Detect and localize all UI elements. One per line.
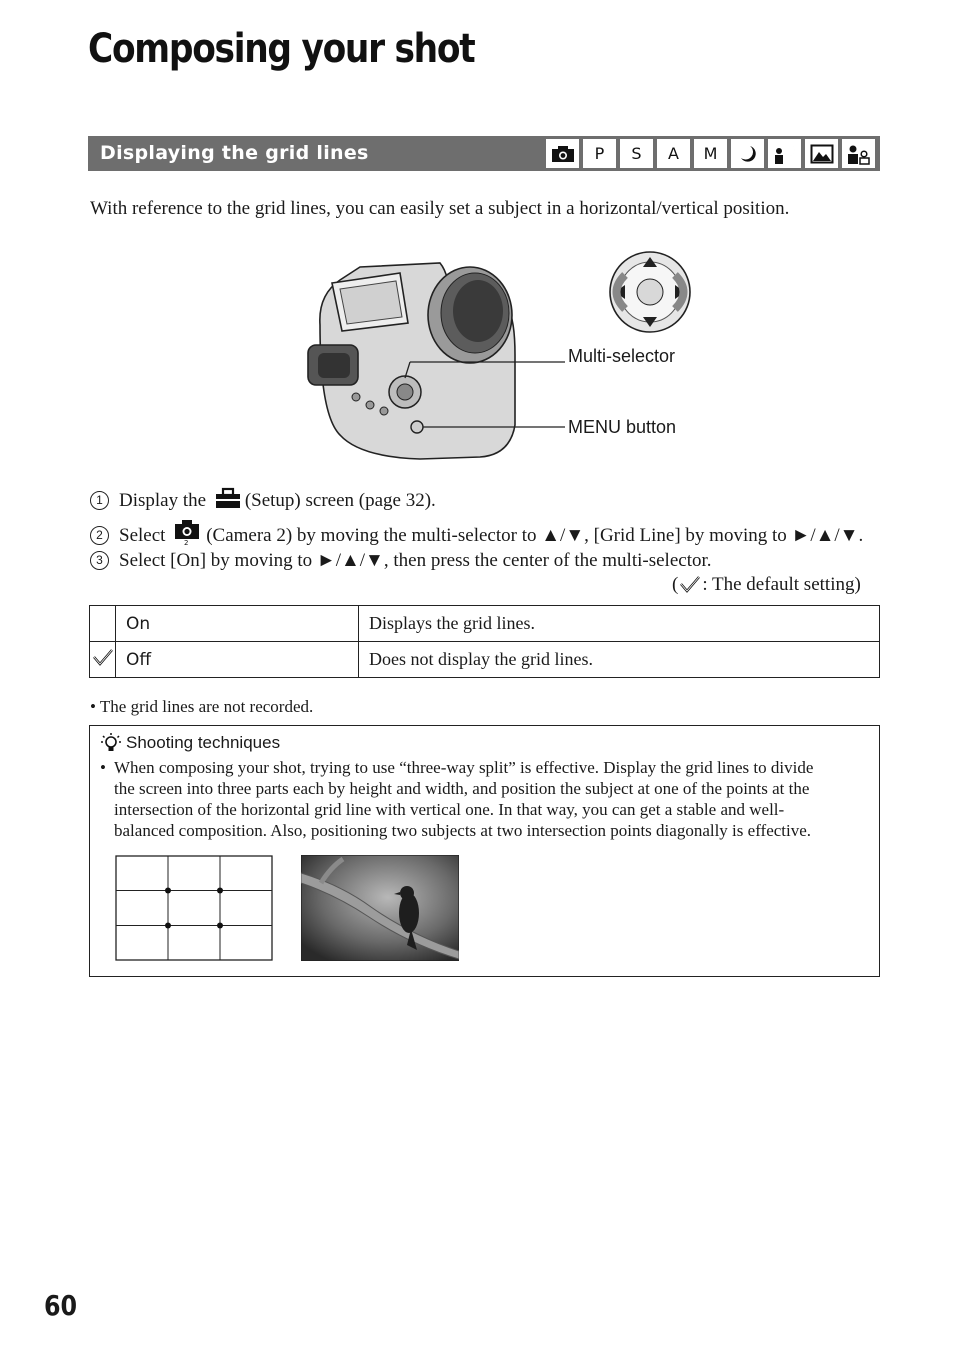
step-text: Display the: [119, 490, 207, 511]
mode-p: P: [583, 139, 616, 168]
intro-text: With reference to the grid lines, you can easily set a subject in a horizontal/vertical position.: [90, 198, 790, 219]
tips-body: [114, 757, 813, 841]
tips-title: Shooting techniques: [126, 733, 281, 752]
tips-line: intersection of the horizontal grid line with vertical one. In that way, you can get a stable and well-: [114, 800, 785, 819]
tips-line: balanced composition. Also, positioning two subjects at two intersection points diagonally is effective.: [114, 821, 812, 840]
section-header-bar: [88, 136, 880, 171]
step-number: 3: [90, 551, 109, 570]
tips-line: the screen into three parts each by height and width, and position the subject at one of the points at the: [114, 779, 810, 798]
camera-auto-icon: [546, 139, 579, 168]
mode-a: A: [657, 139, 690, 168]
menu-button-label: MENU button: [568, 417, 677, 437]
option-description: Does not display the grid lines.: [359, 642, 880, 678]
step-text: Select: [119, 525, 166, 546]
step-text: Select [On] by moving to ►/▲/▼, then press the center of the multi-selector.: [119, 550, 712, 571]
tips-box: [89, 725, 880, 977]
three-way-split-grid-diagram: [115, 855, 273, 961]
option-description: Displays the grid lines.: [359, 606, 880, 642]
tips-line: When composing your shot, trying to use “three-way split” is effective. Display the grid lines to divide: [114, 758, 814, 777]
twilight-icon: [731, 139, 764, 168]
svg-text:2: 2: [184, 539, 189, 545]
lightbulb-icon: [100, 732, 122, 754]
default-note-text: : The default setting): [702, 574, 861, 595]
page-title: Composing your shot: [88, 26, 475, 72]
default-note-paren: (: [672, 574, 679, 595]
step-2: [90, 519, 863, 551]
step-text: (Setup) screen (page 32).: [244, 490, 436, 511]
note: [90, 696, 313, 717]
grid-line-settings-table: [89, 605, 880, 678]
step-number: 1: [90, 491, 109, 510]
step-1: [90, 487, 436, 515]
step-text: (Camera 2) by moving the multi-selector to ▲/▼, [Grid Line] by moving to ►/▲/▼.: [206, 525, 864, 546]
soft-snap-icon: [842, 139, 875, 168]
landscape-icon: [805, 139, 838, 168]
setup-icon: [215, 487, 241, 515]
section-title: Displaying the grid lines: [100, 142, 369, 164]
option-label: On: [116, 606, 359, 642]
note-text: The grid lines are not recorded.: [99, 697, 314, 716]
default-marker-cell: [90, 606, 116, 642]
tips-bullet: •: [100, 758, 106, 777]
camera-2-icon: [174, 519, 200, 551]
page-number: 60: [44, 1289, 78, 1322]
bird-on-branch-photo: [301, 855, 459, 961]
tips-header: [100, 732, 280, 754]
mode-s: S: [620, 139, 653, 168]
checkmark-icon: [679, 575, 701, 599]
default-marker-cell: [90, 642, 116, 678]
twilight-portrait-icon: [768, 139, 801, 168]
table-row: [90, 642, 880, 678]
mode-m: M: [694, 139, 727, 168]
bullet: •: [90, 697, 96, 716]
default-setting-note: [672, 574, 861, 599]
checkmark-icon: [92, 648, 114, 666]
table-row: [90, 606, 880, 642]
multi-selector-label: Multi-selector: [568, 346, 676, 366]
step-number: 2: [90, 526, 109, 545]
step-3: [90, 550, 712, 572]
option-label: Off: [116, 642, 359, 678]
